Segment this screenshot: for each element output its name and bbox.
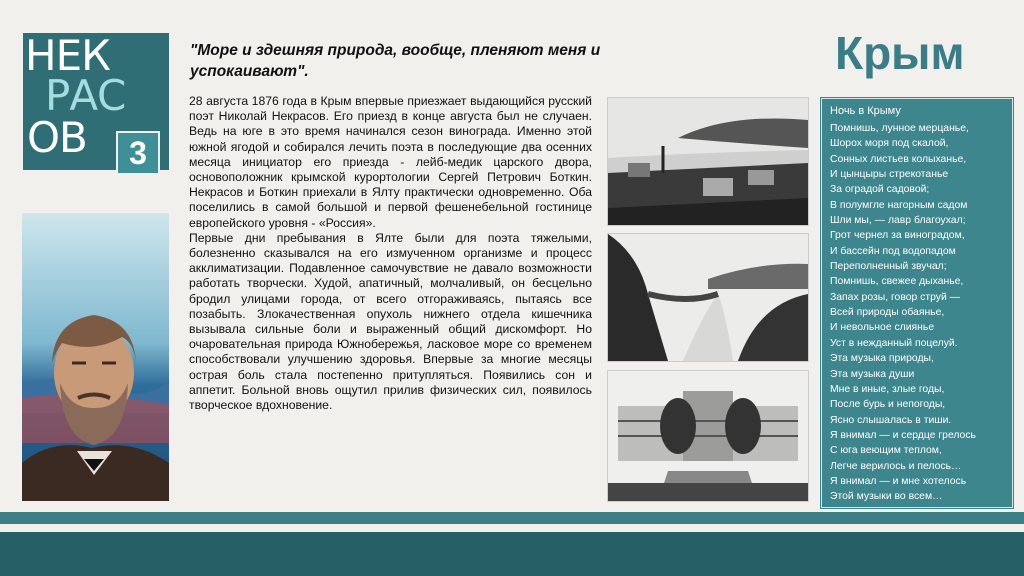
- footer-gap: [0, 524, 1024, 532]
- poem-line: Эта музыка души: [830, 368, 915, 380]
- poem-line: Мне в иные, злые годы,: [830, 383, 945, 395]
- poem-panel: [821, 98, 1013, 508]
- logo-block: [23, 33, 169, 170]
- poem-line: Я внимал — и мне хотелось: [830, 475, 967, 487]
- main-text: [189, 94, 592, 413]
- logo-line-2: РАС: [45, 71, 126, 120]
- poem-line: И цынцыры стрекотанье: [830, 169, 949, 181]
- poem-line: Шорох моря под скалой,: [830, 138, 949, 150]
- poem-line: С юга веющим теплом,: [830, 445, 942, 457]
- poem-line: За оградой садовой;: [830, 184, 930, 196]
- logo-line-3: ОВ: [27, 113, 87, 162]
- poem-line: Ясно слышалась в тиши.: [830, 414, 952, 426]
- poem-line: Этой музыки во всем…: [830, 491, 943, 503]
- poem-lines: [830, 121, 976, 505]
- page-title: Крым: [835, 27, 965, 79]
- poem-title: Ночь в Крыму: [830, 105, 901, 117]
- poem-line: В полумгле нагорным садом: [830, 199, 968, 211]
- poem-line: Помнишь, лунное мерцанье,: [830, 123, 969, 134]
- epigraph-quote: "Море и здешняя природа, вообще, пленяют меня и успокаивают".: [190, 42, 601, 80]
- footer-stripe: [0, 512, 1024, 524]
- portrait-image: [22, 213, 169, 501]
- poem-line: И бассейн под водопадом: [830, 245, 956, 257]
- poem-line: Запах розы, говор струй —: [830, 291, 961, 303]
- paragraph: Первые дни пребывания в Ялте были для поэта тяжелыми, болезненно сказывался на его измученном организме и процесс акклиматизации. Подавленное самочувствие не давало возможности работать творчески. Худой, апатичный, молчаливый, он бесцельно бродил улицами города, от всего отгораживаясь, пытаясь все позабыть. Злокачественная опухоль нижнего отдела кишечника вызывала сильные боли и выраженный общий дискомфорт. Но очаровательная природа Южнобережья, ласковое море со временем способствовали улучшению здоровья. Впервые за многие месяцы острая боль стала постепенно притупляться. Появились сон и аппетит. Больной вновь ощутил прилив физических сил, появилось творческое вдохновение.: [189, 230, 592, 413]
- poem-line: Грот чернел за виноградом,: [830, 230, 965, 242]
- poem-line: Уст в нежданный поцелуй.: [830, 337, 958, 349]
- poem-line: Всей природы обаянье,: [830, 307, 945, 319]
- slide-number: 3: [116, 131, 160, 175]
- poem-line: Сонных листьев колыханье,: [830, 153, 967, 165]
- photo-yalta-road: [607, 233, 809, 362]
- poem-line: Переполненный звучал;: [830, 261, 947, 273]
- poem-line: После бурь и непогоды,: [830, 399, 946, 411]
- poem-line: И невольное слиянье: [830, 322, 935, 334]
- poem-line: Шли мы, — лавр благоухал;: [830, 215, 966, 227]
- poem-line: Я внимал — и сердце грелось: [830, 429, 976, 441]
- photo-yalta-panorama: [607, 97, 809, 226]
- photo-hotel-rossiya: [607, 370, 809, 502]
- poem-line: Эта музыка природы,: [830, 353, 934, 365]
- logo-line-1: НЕК: [25, 31, 110, 80]
- poem-line: Легче верилось и пелось…: [830, 460, 962, 472]
- paragraph: 28 августа 1876 года в Крым впервые приезжает выдающийся русский поэт Николай Некрасов. Его приезд в конце августа был не случаен. Ведь на юге в это время начинался сезон винограда. Именно этой южной ягодой и собирался лечить поэта в последующие два осенних месяца инициатор его приезда - лейб-медик царского двора, основоположник крымской курортологии Сергей Петрович Боткин. Некрасов и Боткин приехали в Ялту практически одновременно. Оба поселились в самой большой и первой фешенебельной гостинице европейского уровня - «Россия».: [189, 94, 592, 230]
- poem-line: Помнишь, свежее дыханье,: [830, 276, 964, 288]
- footer-band: [0, 532, 1024, 576]
